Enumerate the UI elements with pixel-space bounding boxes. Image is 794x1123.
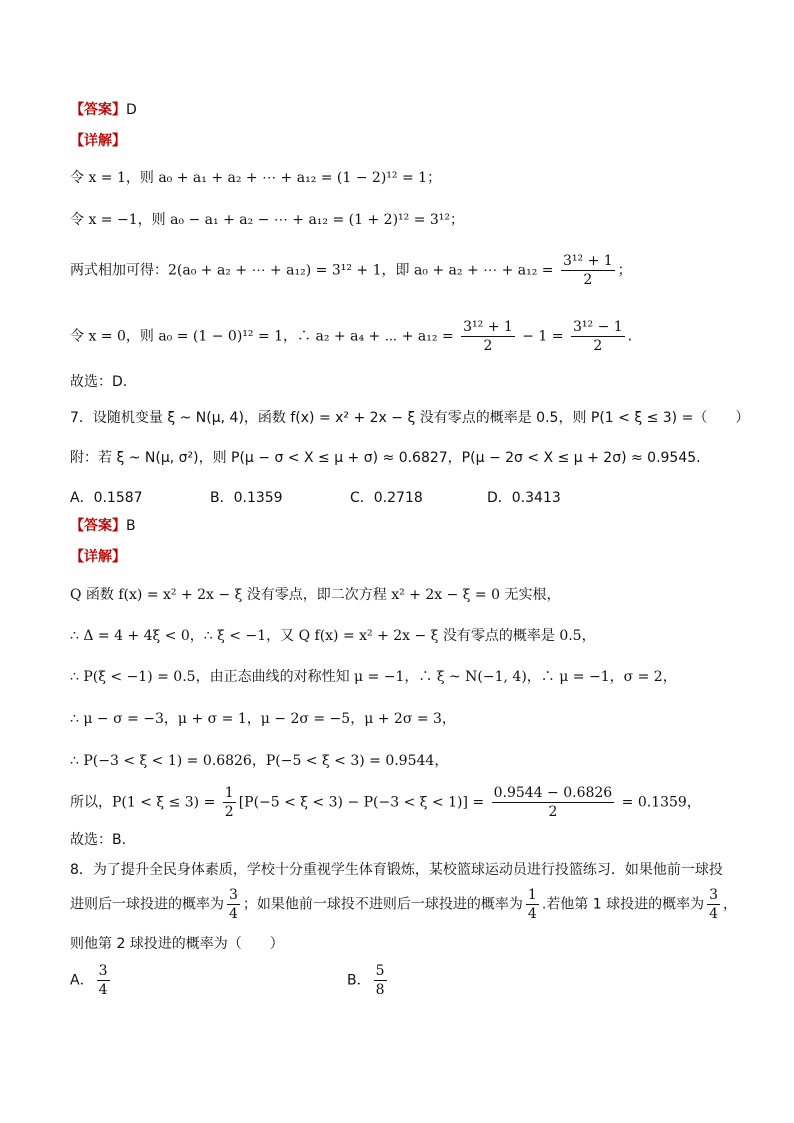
option-label: A． (70, 972, 94, 989)
q7-option-a: A．0.1587 (70, 490, 143, 506)
detail-label: 【详解】 (70, 549, 126, 565)
option-label: B． (347, 972, 371, 989)
fraction-numerator: 3 (98, 963, 108, 979)
q6-step-4-mid: − 1 = (522, 328, 564, 345)
q7-step-4: ∴ μ − σ = −3，μ + σ = 1，μ − 2σ = −5，μ + 2σ = 3， (70, 711, 456, 727)
q7-step-6-tail: = 0.1359， (621, 794, 701, 811)
fraction-numerator: 3¹² + 1 (562, 253, 613, 269)
fraction-numerator: 3¹² − 1 (572, 319, 623, 335)
fraction-denominator: 4 (98, 982, 108, 998)
q7-step-5: ∴ P(−3 < ξ < 1) = 0.6826，P(−5 < ξ < 3) = 0.9544， (70, 753, 449, 769)
q7-step-6-fraction-1 (223, 784, 236, 821)
answer-label: 【答案】 (70, 102, 126, 118)
q7-answer-line (70, 516, 136, 536)
q7-option-b: B．0.1359 (210, 490, 283, 506)
fraction-denominator: 2 (492, 802, 615, 821)
fraction-denominator: 2 (561, 270, 615, 289)
answer-label: 【答案】 (70, 518, 126, 534)
q6-answer-line (70, 100, 137, 120)
fraction-numerator: 1 (224, 785, 234, 801)
q8-line-2-part-a: 进则后一球投进的概率为 (70, 896, 224, 913)
fraction-denominator: 2 (224, 804, 234, 820)
q7-step-6-mid: [P(−5 < ξ < 3) − P(−3 < ξ < 1)] = (238, 794, 485, 811)
fraction-numerator: 1 (527, 887, 537, 903)
q6-step-4-text: 令 x = 0，则 a₀ = (1 − 0)¹² = 1，∴ a₂ + a₄ + ⋯ + a₁₂ = (70, 328, 454, 345)
fraction-denominator: 4 (229, 906, 238, 922)
q8-option-b (347, 962, 390, 999)
q8-line-2-part-b: ；如果他前一球投不进则后一球投进的概率为 (242, 896, 523, 913)
fraction-numerator: 3 (709, 887, 719, 903)
q6-step-4-fraction-1 (461, 318, 515, 355)
q8-stem-line-1: 8．为了提升全民身体素质，学校十分重视学生体育锻炼，某校篮球运动员进行投篮练习．如果他前一球投 (70, 862, 723, 878)
q6-detail-label (70, 131, 126, 151)
q8-fraction-3 (707, 886, 720, 923)
q8-option-a (70, 962, 113, 999)
fraction-denominator: 8 (375, 982, 385, 998)
q8-fraction-2 (526, 886, 539, 923)
answer-value: D (126, 102, 137, 118)
q7-note: 附：若 ξ ~ N(μ, σ²)，则 P(μ − σ < X ≤ μ + σ) ≈ 0.6827，P(μ − 2σ < X ≤ μ + 2σ) ≈ 0.9545. (70, 450, 701, 466)
q6-step-2: 令 x = −1，则 a₀ − a₁ + a₂ − ⋯ + a₁₂ = (1 + 2)¹² = 3¹²； (70, 212, 465, 228)
q7-step-6 (70, 784, 701, 821)
fraction-numerator: 5 (375, 963, 385, 979)
answer-value: B (126, 518, 136, 534)
q7-option-c: C．0.2718 (350, 490, 423, 506)
fraction-denominator: 2 (571, 336, 625, 355)
fraction-denominator: 4 (709, 906, 719, 922)
q6-step-3-tail: ； (617, 262, 632, 279)
q6-step-4-tail: . (627, 328, 633, 345)
fraction-numerator: 3 (229, 887, 238, 903)
q7-step-3: ∴ P(ξ < −1) = 0.5，由正态曲线的对称性知 μ = −1，∴ ξ ~ N(−1, 4)，∴ μ = −1，σ = 2， (70, 669, 677, 685)
q7-step-1: Q 函数 f(x) = x² + 2x − ξ 没有零点，即二次方程 x² + 2x − ξ = 0 无实根， (70, 587, 561, 603)
fraction-denominator: 2 (461, 336, 515, 355)
q6-step-4 (70, 318, 632, 355)
q8-stem-line-2 (70, 886, 737, 923)
q8-stem-line-3: 则他第 2 球投进的概率为（ ） (70, 936, 284, 952)
q6-step-3-text: 两式相加可得：2(a₀ + a₂ + ⋯ + a₁₂) = 3¹² + 1，即 a₀ + a₂ + ⋯ + a₁₂ = (70, 262, 554, 279)
detail-label: 【详解】 (70, 133, 126, 149)
q6-step-1: 令 x = 1，则 a₀ + a₁ + a₂ + ⋯ + a₁₂ = (1 − 2)¹² = 1； (70, 170, 442, 186)
q8-line-2-part-d: ， (723, 896, 738, 913)
fraction-numerator: 0.9544 − 0.6826 (493, 785, 613, 801)
q6-step-3-fraction (561, 252, 615, 289)
fraction-denominator: 4 (527, 906, 537, 922)
q6-step-4-fraction-2 (571, 318, 625, 355)
fraction-numerator: 3¹² + 1 (463, 319, 513, 335)
q7-detail-label (70, 547, 126, 567)
q8-line-2-part-c: .若他第 1 球投进的概率为 (541, 896, 705, 913)
q8-option-b-fraction (374, 962, 387, 999)
q7-step-6-fraction-2 (492, 784, 615, 821)
q7-step-2: ∴ Δ = 4 + 4ξ < 0，∴ ξ < −1，又 Q f(x) = x² + 2x − ξ 没有零点的概率是 0.5， (70, 628, 596, 644)
q6-conclusion: 故选：D. (70, 374, 128, 390)
q7-conclusion: 故选：B. (70, 832, 127, 848)
q7-step-6-prefix: 所以，P(1 < ξ ≤ 3) = (70, 794, 216, 811)
q7-stem: 7．设随机变量 ξ ~ N(μ, 4)，函数 f(x) = x² + 2x − ξ 没有零点的概率是 0.5，则 P(1 < ξ ≤ 3) =（ ） (70, 410, 750, 426)
q6-step-3 (70, 252, 632, 289)
q8-option-a-fraction (97, 962, 110, 999)
q7-option-d: D．0.3413 (487, 490, 561, 506)
q8-fraction-1 (227, 886, 240, 923)
